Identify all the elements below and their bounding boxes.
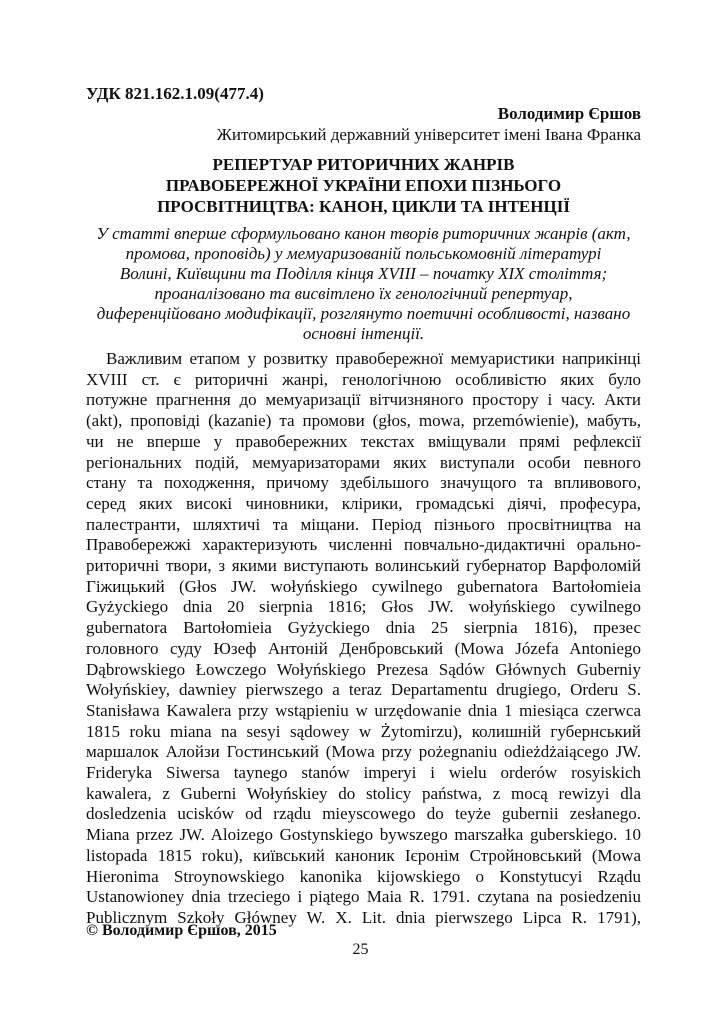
abstract-line: промова, проповідь) у мемуаризованій польськомовній літературі	[125, 244, 602, 263]
body-line: dosledzenia ucisków od rządu mieyscowego do teyże gubernii zesłanego.	[86, 804, 641, 824]
body-line: потужне прагнення до мемуаризації вітчизняного простору і часу. Акти	[86, 390, 641, 410]
body-line: Важливим етапом у розвитку правобережної мемуаристики наприкінці	[106, 349, 641, 368]
body-line: палестранти, шляхтичі та міщани. Період пізнього просвітництва на	[86, 514, 641, 534]
udc-code: УДК 821.162.1.09(477.4)	[86, 84, 264, 103]
abstract	[86, 224, 641, 344]
body-line: стану та походження, причому здебільшого значущого та впливового,	[86, 473, 641, 493]
body-line: listopada 1815 roku), київський каноник Ієронім Стройновський (Mowa	[86, 845, 641, 865]
body-line: Gyżyckiego dnia 20 sierpnia 1816; Głos JW. wołyńskiego cywilnego	[86, 597, 641, 617]
title-line: РЕПЕРТУАР РИТОРИЧНИХ ЖАНРІВ	[212, 155, 515, 174]
body-line: Frideryka Siwersa taynego stanów imperyi i wielu orderów rosyiskich	[86, 763, 641, 783]
abstract-line: основні інтенції.	[302, 324, 425, 343]
body-line: XVIII ст. є риторичні жанрі, генологічною особливістю яких було	[86, 369, 641, 389]
author-name: Володимир Єршов	[497, 104, 641, 123]
body-line: Stanisława Kawalera przy wstąpieniu w urzędowanie dnia 1 miesiąca czerwca	[86, 700, 641, 720]
body-line: головного суду Юзеф Антоній Денбровський (Mowa Józefa Antoniego	[86, 638, 641, 658]
body-line: регіональних подій, мемуаризаторами яких виступали особи певного	[86, 452, 641, 472]
body-line: Ustanowioney dnia trzeciego i piątego Maia R. 1791. czytana na posiedzeniu	[86, 887, 641, 907]
body-line: серед яких високі чиновники, клірики, громадські діячі, професура,	[86, 493, 641, 513]
body-line: Wołyńskiey, dawniey pierwszego a teraz Departamentu drugiego, Orderu S.	[86, 680, 641, 700]
abstract-line: Волині, Київщини та Поділля кінця XVIII – початку ХІХ століття;	[119, 264, 608, 283]
body-line: Dąbrowskiego Łowczego Wołyńskiego Prezesa Sądów Głównych Guberniy	[86, 659, 641, 679]
body-line: Hieronima Stroynowskiego kanonika kijowskiego o Konstytucyi Rządu	[86, 866, 641, 886]
abstract-line: диференційовано модифікації, розглянуто поетичні особливості, названо	[96, 304, 631, 323]
body-line: Правобережжі характеризують численні повчально-дидактичні орально-	[86, 535, 641, 555]
body-line: риторичні твори, з якими виступають волинський губернатор Варфоломій	[86, 556, 641, 576]
page-number: 25	[352, 941, 369, 958]
body-line: kawalera, z Guberni Wołyńskiey do stolicy państwa, z mocą rewizyi dla	[86, 783, 641, 803]
title-line: ПРАВОБЕРЕЖНОЇ УКРАЇНИ ЕПОХИ ПІЗНЬОГО	[165, 176, 562, 195]
abstract-line: проаналізовано та висвітлено їх генологічний репертуар,	[154, 284, 573, 303]
body-line: маршалок Алойзи Гостинський (Mowa przy pożegnaniu odieżdżaiącego JW.	[86, 742, 641, 762]
copyright-notice: © Володимир Єршов, 2015	[86, 922, 277, 939]
body-line: чи не вперше у правобережних текстах вміщували прямі рефлексії	[86, 431, 641, 451]
body-line: (akt), проповіді (kazanie) та промови (głos, mowa, przemówienie), мабуть,	[86, 411, 641, 431]
author-affiliation: Житомирський державний університет імені Івана Франка	[216, 125, 641, 144]
body-line: gubernatora Bartołomieia Gyżyckiego dnia 25 sierpnia 1816), презес	[86, 618, 641, 638]
body-line: Publicznym Szkoły Główney W. X. Lit. dnia pierwszego Lipca R. 1791),	[86, 907, 641, 927]
article-title	[86, 154, 641, 217]
body-text	[86, 349, 641, 929]
title-line: ПРОСВІТНИЦТВА: КАНОН, ЦИКЛИ ТА ІНТЕНЦІЇ	[157, 197, 570, 216]
abstract-line: У статті вперше сформульовано канон творів риторичних жанрів (акт,	[96, 224, 631, 243]
body-line: 1815 roku miana na sesyi sądowey w Żytomirzu), колишній губернський	[86, 721, 641, 741]
body-line: Miana przez JW. Aloizego Gostynskiego bywszego marszałka guberskiego. 10	[86, 825, 641, 845]
body-line: Гіжицький (Głos JW. wołyńskiego cywilnego gubernatora Bartołomieia	[86, 576, 641, 596]
